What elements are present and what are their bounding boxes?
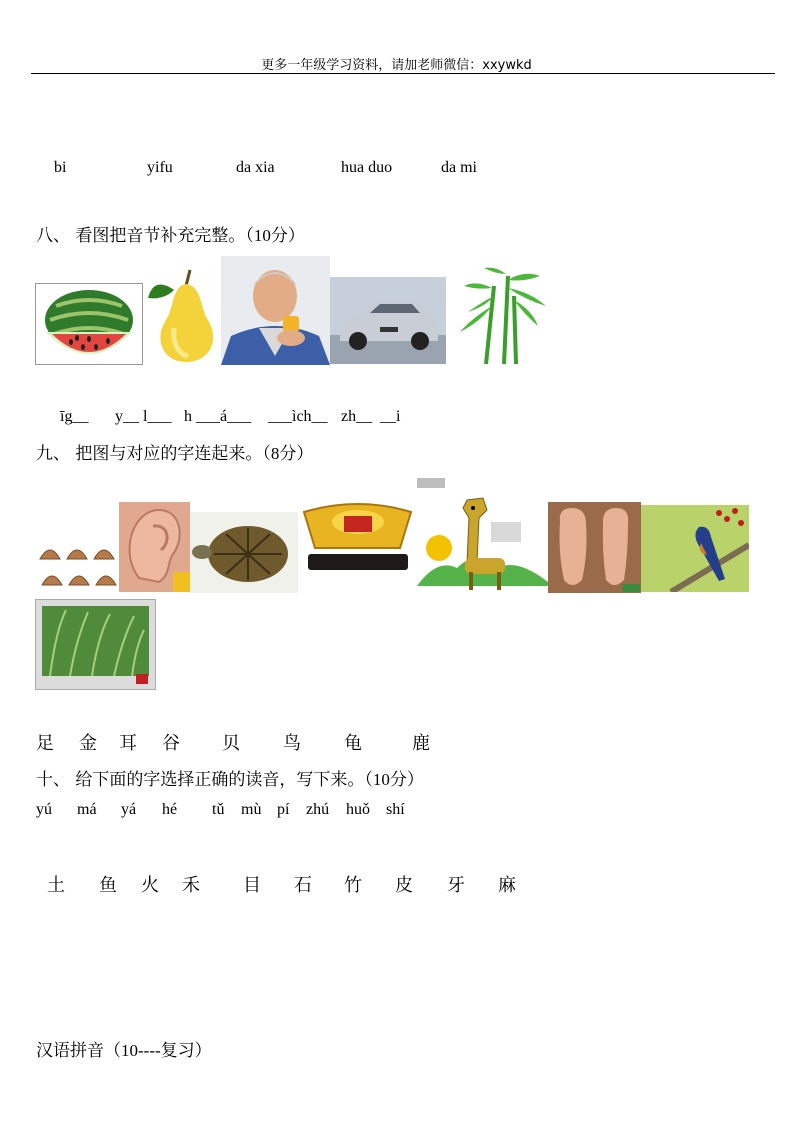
pinyin-option: yá	[121, 801, 137, 818]
select-character: 牙	[447, 875, 465, 896]
pinyin-word: bi	[54, 159, 67, 176]
pinyin-word: da xia	[236, 159, 275, 176]
section-10-score: （10分）	[364, 770, 424, 789]
feet-picture	[548, 502, 641, 593]
match-character: 足	[36, 733, 54, 754]
select-character: 皮	[395, 875, 413, 896]
select-character: 禾	[182, 875, 200, 896]
pinyin-option: shí	[386, 801, 405, 818]
gold-ingot-picture	[298, 498, 417, 572]
pinyin-option: hé	[162, 801, 178, 818]
review-title-suffix: （10----复习）	[104, 1041, 212, 1060]
pinyin-option: huǒ	[346, 801, 370, 818]
section-8-score: （10分）	[245, 226, 305, 245]
bamboo-picture	[446, 266, 553, 365]
turtle-picture	[190, 512, 298, 593]
grandpa-picture	[221, 256, 330, 365]
bird-picture	[641, 505, 749, 592]
page-header: 更多一年级学习资料，请加老师微信：xxywkd	[261, 58, 532, 73]
match-character: 贝	[222, 733, 240, 754]
select-character: 目	[243, 875, 261, 896]
match-character: 龟	[344, 733, 362, 754]
pinyin-option: mù	[241, 801, 262, 818]
syllable-blank: īg__	[60, 408, 89, 425]
pinyin-option: má	[77, 801, 97, 818]
select-character: 火	[141, 875, 159, 896]
syllable-blank: zh__	[341, 408, 373, 425]
select-character: 麻	[498, 875, 516, 896]
section-8-title: 八、 看图把音节补充完整。	[36, 226, 246, 246]
pinyin-option: zhú	[306, 801, 330, 818]
pinyin-word: da mi	[441, 159, 477, 176]
syllable-blank: h ___á___	[184, 408, 252, 425]
pinyin-word: hua duo	[341, 159, 393, 176]
pear-picture	[144, 268, 221, 364]
pinyin-word: yifu	[147, 159, 173, 176]
review-title-main: 汉语拼音	[36, 1041, 104, 1061]
ear-picture	[119, 502, 190, 592]
match-character: 谷	[162, 733, 180, 754]
select-character: 鱼	[99, 875, 117, 896]
review-title	[36, 1036, 212, 1061]
match-character: 金	[79, 733, 97, 754]
select-character: 石	[294, 875, 312, 896]
select-character: 土	[47, 875, 65, 896]
pinyin-option: pí	[277, 801, 290, 818]
select-character: 竹	[344, 875, 362, 896]
syllable-blank: __i	[380, 408, 401, 425]
match-character: 鹿	[412, 733, 430, 754]
syllable-blank: ___ìch__	[268, 408, 328, 425]
match-character: 耳	[119, 733, 137, 754]
section-9-score: （8分）	[262, 444, 314, 463]
millet-picture	[35, 599, 156, 690]
pinyin-option: yú	[36, 801, 52, 818]
shells-picture	[36, 539, 119, 591]
section-10-title: 十、 给下面的字选择正确的读音，写下来。	[36, 770, 365, 790]
section-9-title: 九、 把图与对应的字连起来。	[36, 444, 263, 464]
match-character: 鸟	[283, 733, 301, 754]
section-10-heading	[36, 765, 424, 790]
pinyin-option: tǔ	[212, 801, 225, 818]
section-8-heading	[36, 221, 305, 246]
car-picture	[330, 277, 446, 364]
giraffe-deer-picture	[417, 478, 548, 592]
header-divider	[31, 73, 775, 74]
section-9-heading	[36, 439, 313, 464]
watermelon-picture	[35, 283, 143, 365]
syllable-blank: y__ l___	[115, 408, 172, 425]
